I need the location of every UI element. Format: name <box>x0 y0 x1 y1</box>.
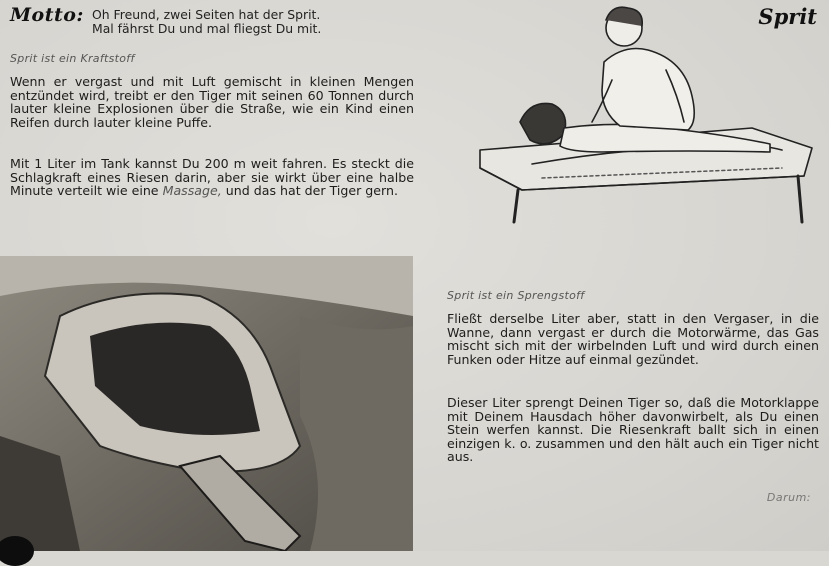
massage-illustration-icon <box>452 0 829 230</box>
closing-word: Darum: <box>766 491 811 504</box>
section1-p2-start: Mit 1 Liter im Tank kannst Du 200 m weit fahren. Es steckt die Schlagkraft eines Riesen darin, aber sie wirkt über eine halbe Minute verteilt wie eine <box>10 156 414 199</box>
motto-label: Motto: <box>10 4 84 26</box>
tank-photo-image <box>0 256 413 551</box>
tank-turret-photo-icon <box>0 256 413 551</box>
page-corner-mark <box>0 536 34 566</box>
section1-paragraph-1: Wenn er vergast und mit Luft gemischt in kleinen Mengen entzündet wird, treibt er den Tiger mit seinen 60 Tonnen durch lauter kleine Explosionen über die Straße, wie ein Kind einen Reifen durch lauter kleine Puffe. <box>10 74 414 130</box>
page-title: Sprit <box>758 4 817 29</box>
motto-text <box>92 8 321 36</box>
section1-p2-end: und das hat der Tiger gern. <box>225 183 398 199</box>
motto-line-2: Mal fährst Du und mal fliegst Du mit. <box>92 21 322 36</box>
section2-paragraph-2: Dieser Liter sprengt Deinen Tiger so, daß die Motorklappe mit Deinem Hausdach höher davonwirbelt, als Du einen Stein werfen kannst. Die Riesenkraft ballt sich in einen einzigen k. o. zusammen und den hält auch ein Tiger nicht aus. <box>447 395 819 465</box>
section1-heading: Sprit ist ein Kraftstoff <box>10 52 135 65</box>
section2-heading: Sprit ist ein Sprengstoff <box>447 289 585 302</box>
motto-line-1: Oh Freund, zwei Seiten hat der Sprit. <box>92 7 321 22</box>
section2-paragraph-1: Fließt derselbe Liter aber, statt in den Vergaser, in die Wanne, dann vergast er durch die Motorwärme, das Gas mischt sich mit der wirbelnden Luft und wird durch einen Funken oder Hitze auf einmal gezündet. <box>447 311 819 367</box>
section1-p2-italic: Massage, <box>162 183 222 199</box>
section1-paragraph-2 <box>10 157 414 198</box>
